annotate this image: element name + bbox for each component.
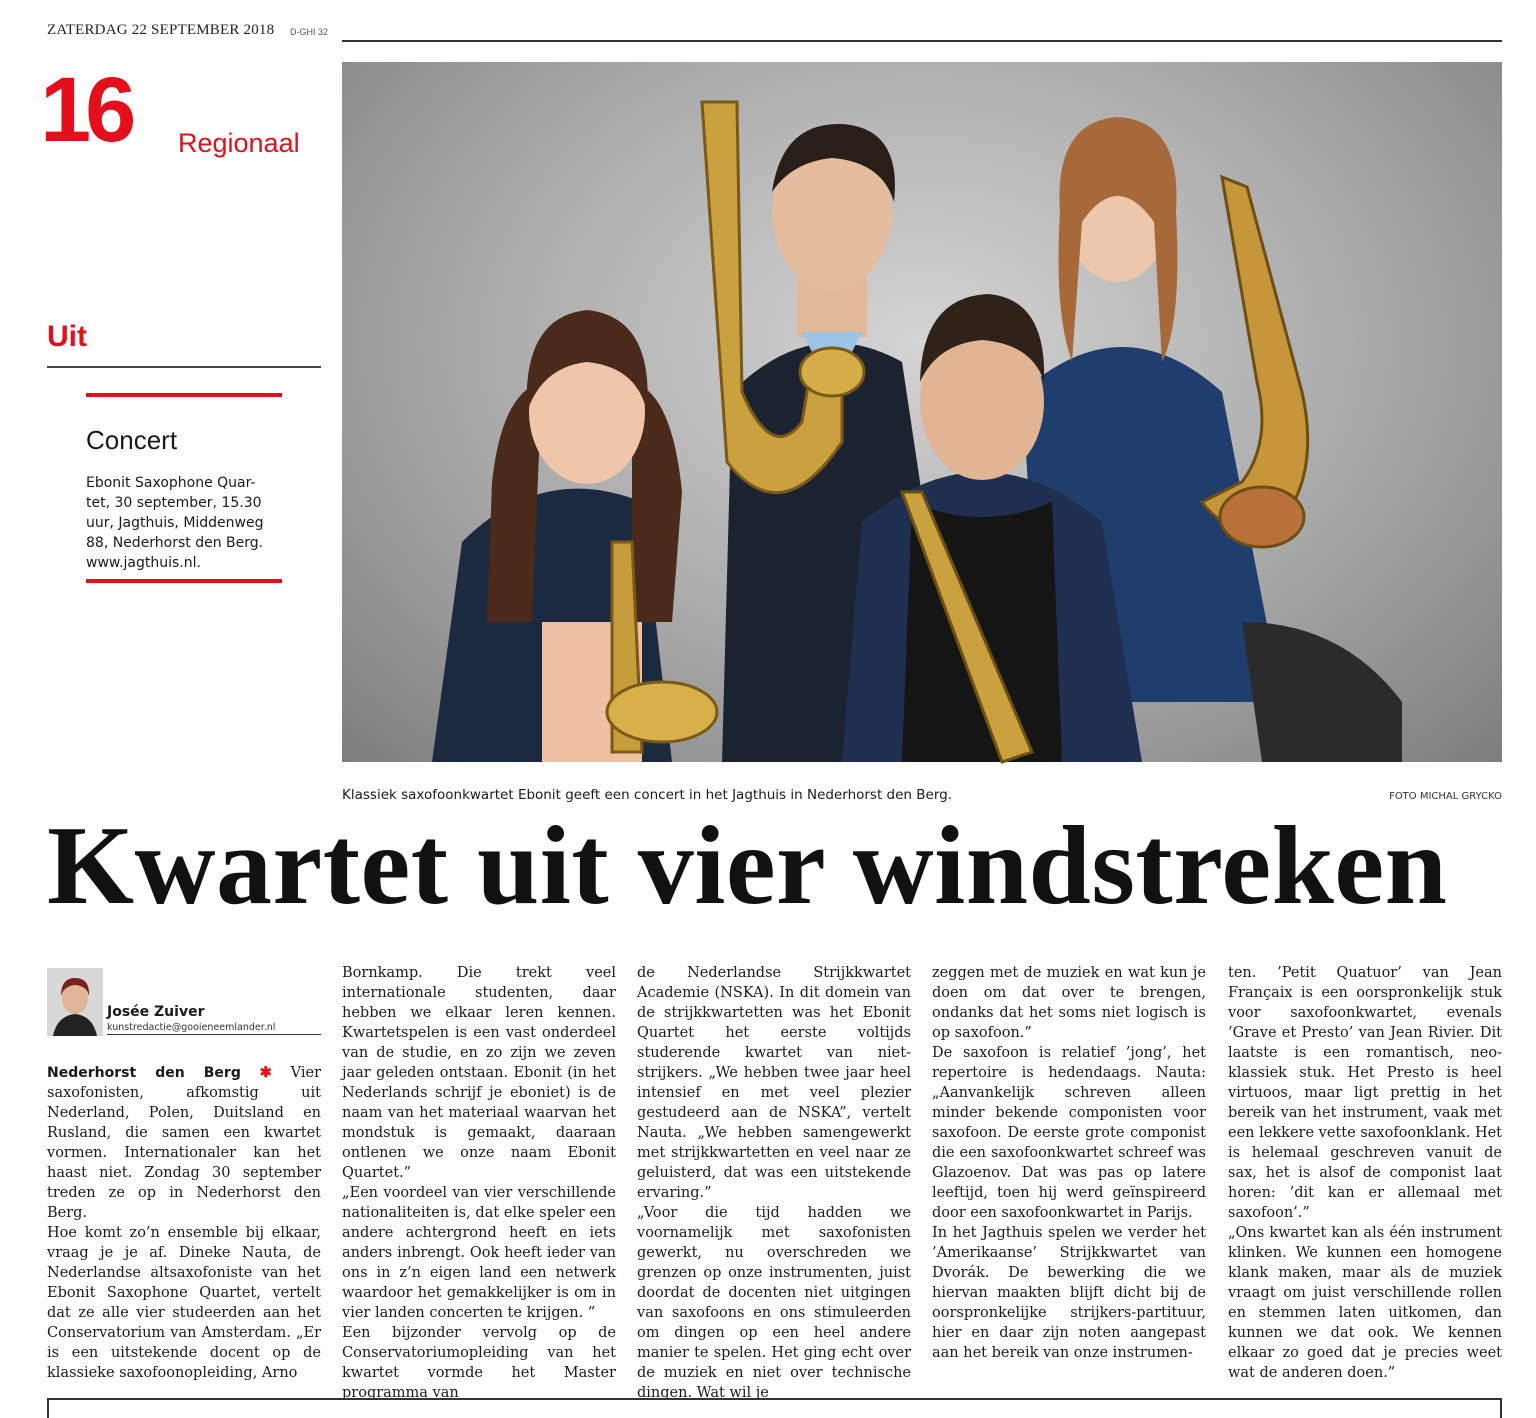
info-box-title: Concert (86, 425, 178, 455)
article-column-4 (932, 963, 1206, 1363)
next-article-frame (47, 1398, 1502, 1418)
article-paragraph: Bornkamp. Die trekt veel internationale studenten, daar hebben we elkaar leren kennen. Kwartetspelen is een vast onderdeel van de studie, en zo zijn we zeven jaar geleden ontstaan. Ebonit (in het Nederlands schrijf je eboniet) is de naam van het materiaal waarvan het mondstuk is gemaakt, daaraan ontlenen we onze naam Ebonit Quartet.” (342, 965, 616, 1181)
photo-caption: Klassiek saxofoonkwartet Ebonit geeft een concert in het Jagthuis in Nederhorst den Berg. (342, 787, 953, 803)
article-paragraph: Hoe komt zo’n ensemble bij elkaar, vraag je je af. Dineke Nauta, de Nederlandse altsaxofoniste van het Ebonit Saxophone Quartet, vertelt dat ze alle vier studeerden aan het Conservatorium van Amsterdam. „Er is een uitstekende docent op de klassieke saxofoonopleiding, Arno (47, 1225, 321, 1381)
article-paragraph: „Een voordeel van vier verschillende nationaliteiten is, dat elke speler een andere achtergrond heeft en iets anders inbrengt. Ook heeft ieder van ons in z’n eigen land een netwerk waardoor het gemakkelijker is om in vier landen concerten te krijgen. ” (342, 1185, 616, 1321)
author-email: kunstredactie@gooieneemlander.nl (107, 1022, 321, 1035)
info-box-text: Ebonit Saxophone Quar- tet, 30 september, 15.30 uur, Jagthuis, Middenweg 88, Nederhorst den Berg. www.jagthuis.nl. (86, 475, 264, 571)
article-column-5 (1228, 963, 1502, 1381)
quartet-photo-illustration (342, 62, 1502, 762)
asterisk-icon: ✱ (259, 1064, 272, 1081)
page-number: 16 (40, 59, 131, 161)
author-portrait (47, 968, 103, 1036)
article-paragraph: Een bijzonder vervolg op de Conservatoriumopleiding van het kwartet vormde het Master programma van (342, 1325, 616, 1401)
article-column-3 (637, 963, 911, 1401)
lead-text: Vier saxofonisten, afkomstig uit Nederland, Polen, Duitsland en Rusland, die samen een kwartet vormen. Internationaler kan het haast niet. Zondag 30 september treden ze op in Nederhorst den Berg. (47, 1065, 322, 1221)
article-paragraph: „Voor die tijd hadden we voornamelijk met saxofonisten gewerkt, nu overschreden we grenzen op onze instrumenten, juist doordat de docenten niet uitgingen van saxofoons en ons stimuleerden om dingen op een heel andere manier te spelen. Het ging echt over de muziek en niet over technische dingen. Wat wil je (637, 1205, 911, 1401)
page-code: D-GHI 32 (290, 27, 329, 37)
sidebar-label: Uit (47, 320, 87, 353)
author-name: Josée Zuiver (107, 1004, 205, 1020)
header-rule (342, 40, 1502, 42)
article-column-2 (342, 963, 616, 1401)
issue-date: ZATERDAG 22 SEPTEMBER 2018 (47, 22, 275, 38)
article-column-1 (47, 1063, 322, 1381)
author-avatar (47, 968, 103, 1036)
quartet-photo (342, 62, 1502, 762)
article-paragraph: „Ons kwartet kan als één instrument klinken. We kunnen een homogene klank maken, maar als de muziek vraagt om juist verschillende rollen en stemmen laten uitkomen, dan kunnen we dat ook. We kennen elkaar zo goed dat je precies weet wat de anderen doen.” (1228, 1225, 1502, 1381)
section-label: Regionaal (178, 128, 300, 158)
photo-credit: FOTO MICHAL GRYCKO (1389, 791, 1502, 802)
article-paragraph: de Nederlandse Strijkkwartet Academie (NSKA). In dit domein van de strijkkwartetten was het Ebonit Quartet het eerste voltijds studerende kwartet van niet-strijkers. „We hebben twee jaar heel intensief en met veel plezier gestudeerd aan de NSKA”, vertelt Nauta. „We hebben samengewerkt met strijkkwartetten en veel naar ze geluisterd, dat was een uitstekende ervaring.” (637, 965, 911, 1201)
article-headline: Kwartet uit vier windstreken (47, 804, 1448, 928)
byline (47, 968, 321, 1038)
sidebar-rule (47, 366, 321, 368)
article-paragraph: De saxofoon is relatief ’jong’, het repertoire is hedendaags. Nauta: „Aanvankelijk schreven alleen minder bekende componisten voor saxofoon. De eerste grote componist die een saxofoonkwartet schreef was Glazoenov. Dat was pas op latere leeftijd, toen hij werd geïnspireerd door een saxofoonkwartet in Parijs. (932, 1045, 1206, 1221)
concert-info-box (86, 393, 282, 583)
article-paragraph: zeggen met de muziek en wat kun je doen om dat over te brengen, ondanks dat het soms niet logisch is op saxofoon.” (932, 965, 1206, 1041)
article-paragraph (47, 1063, 321, 1223)
article-dateline: Nederhorst den Berg (47, 1065, 241, 1081)
article-paragraph: ten. ’Petit Quatuor’ van Jean Françaix is een oorspronkelijk stuk voor saxofoonkwartet, evenals ’Grave et Presto’ van Jean Rivier. Dit laatste is een romantisch, neo-klassiek stuk. Het Presto is heel virtuoos, maar ligt prettig in het bereik van het instrument, vaak met een lekkere vette saxofoonklank. Het is helemaal geschreven vanuit de sax, het is alsof de componist laat horen: ’dit kan er allemaal met saxofoon’.” (1228, 965, 1502, 1221)
article-paragraph: In het Jagthuis spelen we verder het ’Amerikaanse’ Strijkkwartet van Dvorák. De bewerking die we hiervan maakten blijft dicht bij de oorspronkelijke strijkers-partituur, hier en daar zijn noten aangepast aan het bereik van onze instrumen- (932, 1225, 1206, 1361)
